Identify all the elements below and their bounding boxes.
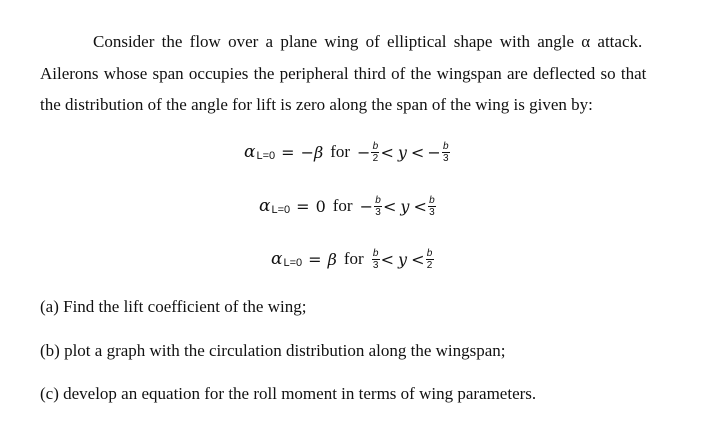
eq2-less-than-1: < — [382, 196, 397, 216]
eq2-lower-denominator: 3 — [375, 206, 381, 218]
eq1-equals: = — [281, 142, 295, 162]
eq2-upper-denominator: 3 — [429, 206, 435, 218]
eq2-lower-fraction — [374, 195, 382, 218]
question-a: (a) Find the lift coefficient of the wing; — [40, 297, 307, 316]
intro-line-1: Consider the flow over a plane wing of elliptical shape with angle α attack. — [93, 32, 643, 51]
eq1-alpha: α — [244, 142, 256, 162]
eq2-variable: y — [400, 196, 410, 216]
eq2-upper-numerator: b — [429, 194, 435, 206]
eq1-subscript: L=0 — [256, 150, 276, 162]
equation-1 — [244, 135, 451, 169]
equation-3 — [271, 242, 435, 276]
eq3-rhs: β — [327, 249, 337, 269]
eq1-for: for — [330, 142, 351, 161]
eq1-lower-fraction — [371, 141, 379, 164]
eq2-lower-sign: − — [359, 196, 373, 216]
eq3-lower-denominator: 3 — [372, 259, 379, 271]
eq3-less-than-1: < — [380, 249, 395, 269]
eq1-upper-numerator: b — [442, 140, 449, 152]
eq2-less-than-2: < — [413, 196, 427, 216]
intro-line-2: Ailerons whose span occupies the peripheral third of the wingspan are deflected so that — [40, 64, 647, 83]
eq1-upper-fraction — [442, 141, 450, 164]
intro-line-3: the distribution of the angle for lift is zero along the span of the wing is given by: — [40, 95, 593, 114]
eq2-subscript: L=0 — [271, 204, 291, 216]
eq3-upper-numerator: b — [426, 247, 433, 259]
eq2-lower-numerator: b — [375, 194, 381, 206]
eq3-upper-denominator: 2 — [426, 259, 433, 271]
question-c: (c) develop an equation for the roll moment in terms of wing parameters. — [40, 384, 537, 403]
eq2-equals: = — [296, 196, 310, 216]
eq1-variable: y — [397, 142, 407, 162]
eq3-alpha: α — [271, 249, 283, 269]
eq1-less-than-2: < — [410, 142, 425, 162]
eq1-lower-numerator: b — [372, 140, 379, 152]
eq1-rhs: −β — [300, 142, 324, 162]
eq3-upper-fraction — [426, 248, 434, 271]
eq3-less-than-2: < — [411, 249, 425, 269]
eq1-lower-sign: − — [357, 142, 371, 162]
eq2-rhs: 0 — [315, 196, 326, 216]
eq2-for: for — [332, 196, 353, 215]
eq3-for: for — [343, 249, 364, 268]
question-b: (b) plot a graph with the circulation distribution along the wingspan; — [40, 341, 506, 360]
eq2-upper-fraction — [428, 195, 436, 218]
equation-2 — [259, 189, 437, 223]
eq3-lower-numerator: b — [372, 247, 379, 259]
eq3-variable: y — [398, 249, 408, 269]
eq3-lower-fraction — [372, 248, 380, 271]
eq1-upper-sign: − — [427, 142, 441, 162]
eq1-less-than-1: < — [380, 142, 394, 162]
eq3-equals: = — [308, 249, 322, 269]
eq3-subscript: L=0 — [283, 257, 303, 269]
eq1-lower-denominator: 2 — [372, 152, 379, 164]
eq1-upper-denominator: 3 — [442, 152, 449, 164]
eq2-alpha: α — [259, 196, 271, 216]
